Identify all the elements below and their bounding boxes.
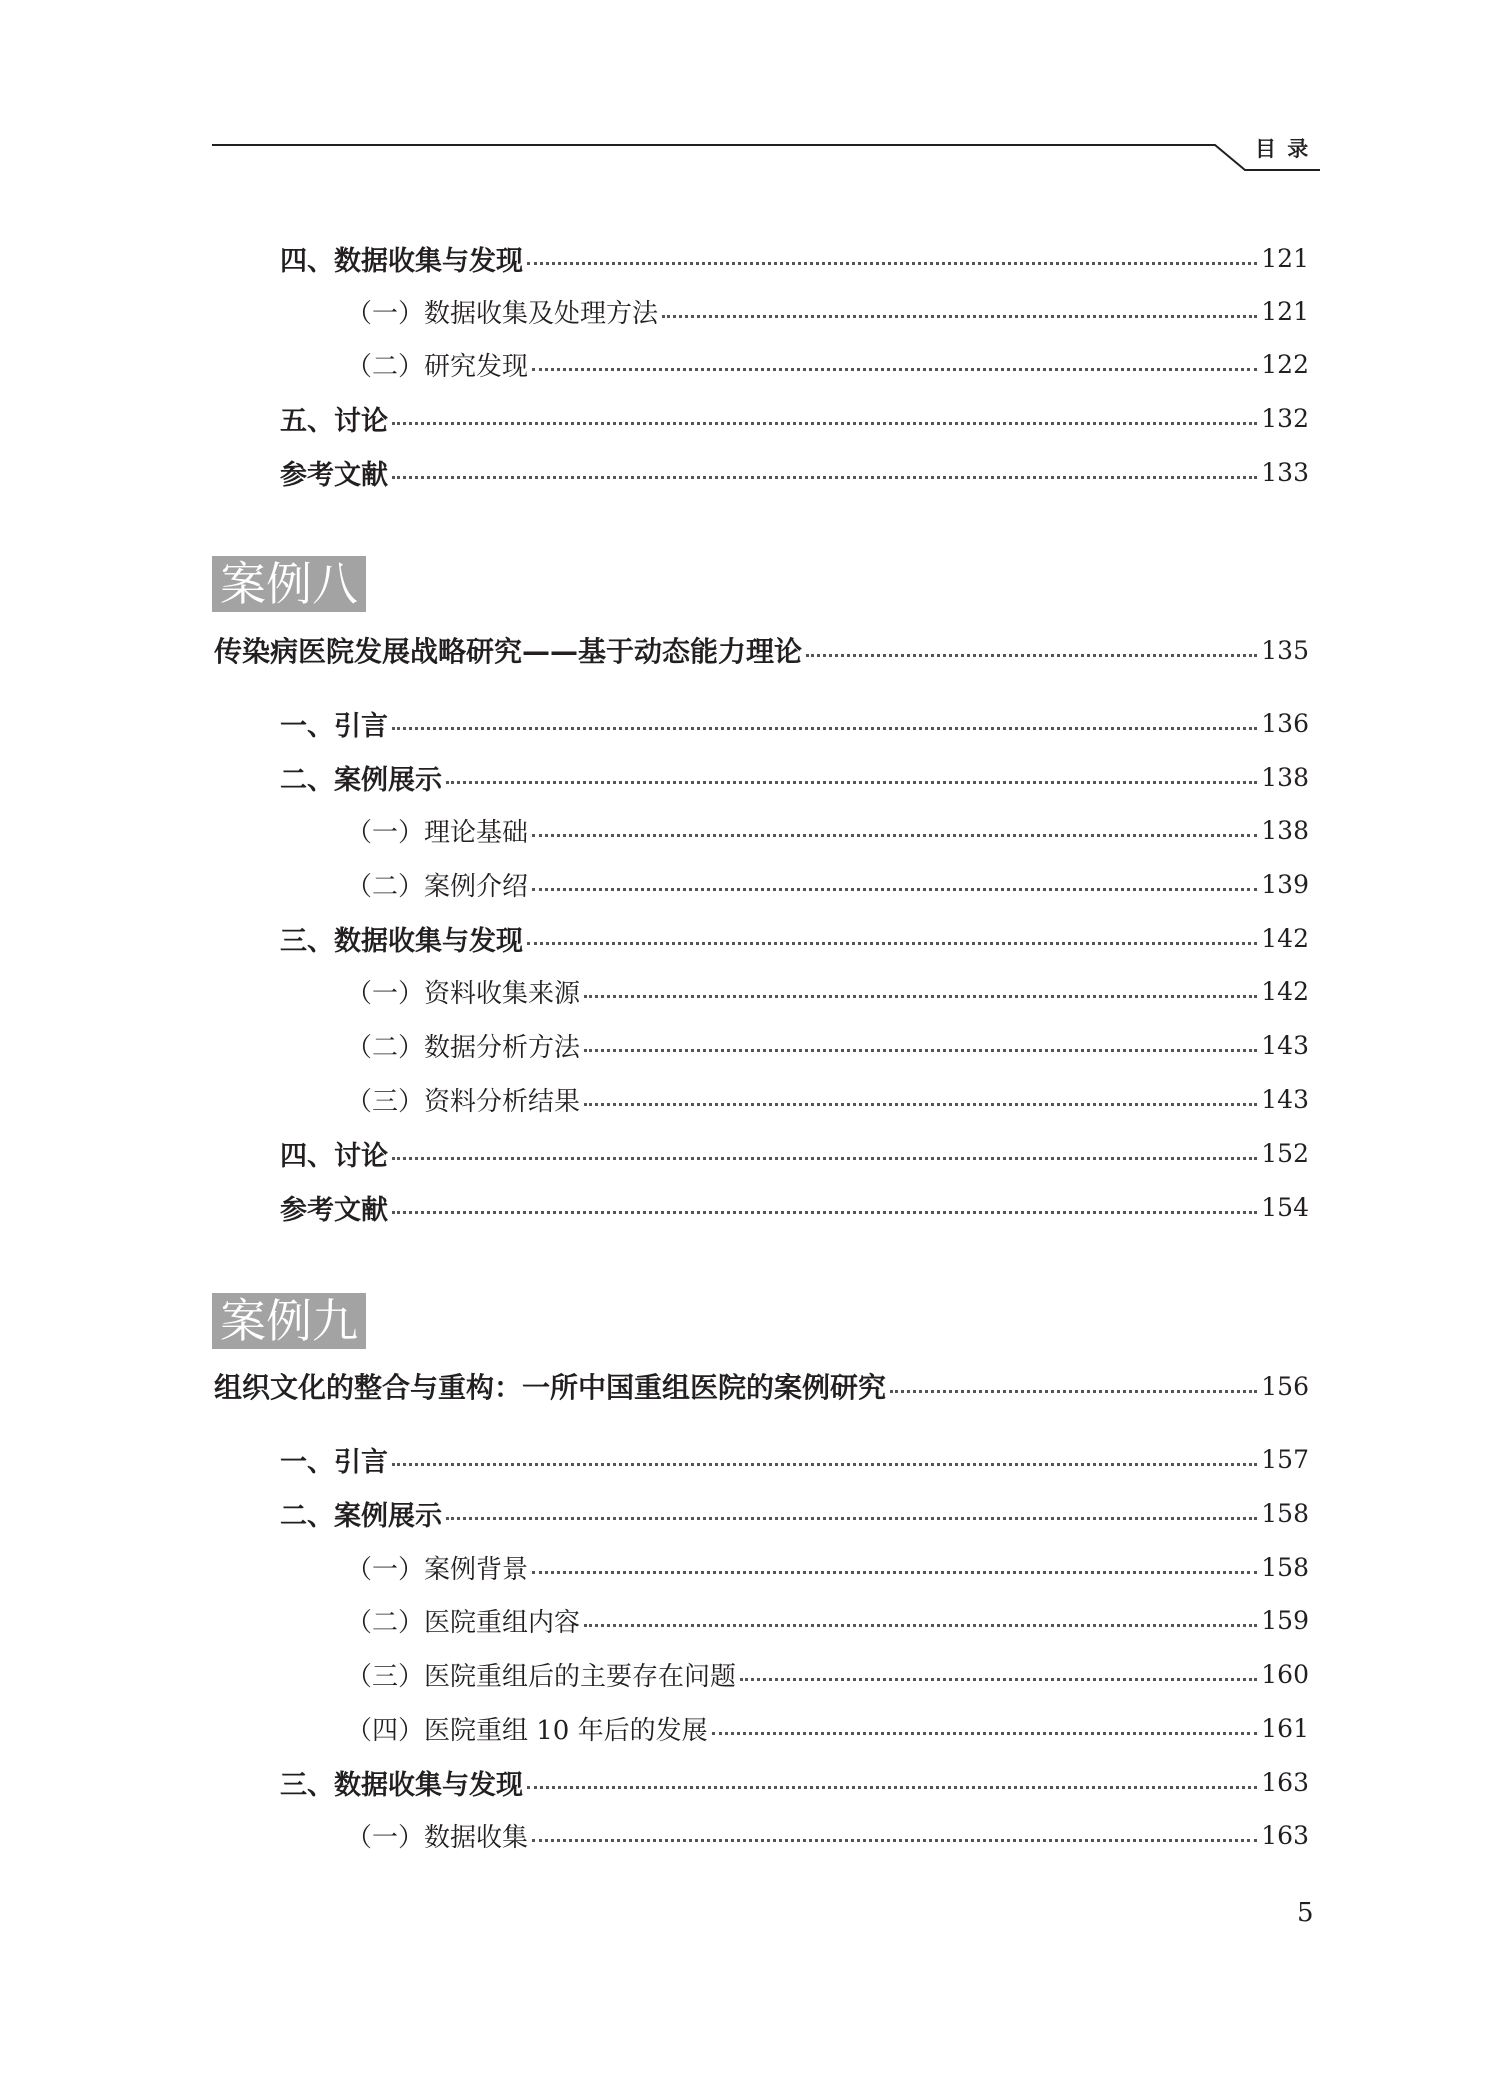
- dot-leader: [446, 781, 1257, 784]
- dot-leader: [584, 1624, 1257, 1627]
- dot-leader: [532, 1571, 1257, 1574]
- toc-entry-page: 163: [1261, 1767, 1309, 1797]
- case-title: 传染病医院发展战略研究——基于动态能力理论: [214, 635, 803, 668]
- toc-entry-label: 一、引言: [280, 710, 388, 742]
- case-banner: 案例八: [212, 556, 366, 612]
- toc-entry-label: （二）案例介绍: [346, 871, 529, 902]
- dot-leader: [584, 1049, 1257, 1052]
- toc-entry[interactable]: [280, 398, 1309, 438]
- toc-entry-page: 143: [1261, 1084, 1309, 1114]
- toc-entry[interactable]: [346, 1547, 1309, 1587]
- toc-entry[interactable]: [346, 1654, 1309, 1694]
- dot-leader: [584, 1103, 1257, 1106]
- toc-entry[interactable]: [346, 1079, 1309, 1119]
- dot-leader: [584, 995, 1257, 998]
- toc-entry-page: 139: [1261, 869, 1309, 899]
- toc-entry[interactable]: [280, 1762, 1309, 1802]
- toc-entry-page: 163: [1261, 1820, 1309, 1850]
- toc-entry[interactable]: [346, 971, 1309, 1011]
- toc-entry-page: 157: [1261, 1444, 1309, 1474]
- toc-entry-label: （四）医院重组 10 年后的发展: [346, 1715, 708, 1746]
- dot-leader: [446, 1517, 1257, 1520]
- toc-entry[interactable]: [280, 757, 1309, 797]
- dot-leader: [662, 315, 1257, 318]
- toc-entry-label: （一）资料收集来源: [346, 978, 581, 1009]
- dot-leader: [527, 262, 1257, 265]
- toc-entry-page: 133: [1261, 457, 1309, 487]
- toc-entry[interactable]: [346, 1025, 1309, 1065]
- toc-entry[interactable]: [280, 703, 1309, 743]
- toc-entry-page: 152: [1261, 1138, 1309, 1168]
- toc-entry-label: （二）医院重组内容: [346, 1607, 581, 1638]
- case-title-entry[interactable]: [214, 630, 1309, 670]
- dot-leader: [890, 1390, 1257, 1393]
- case-title-page: 156: [1261, 1371, 1309, 1401]
- toc-entry[interactable]: [346, 1600, 1309, 1640]
- toc-entry-label: （一）理论基础: [346, 817, 529, 848]
- toc-entry-label: 二、案例展示: [280, 764, 442, 796]
- toc-entry-page: 121: [1261, 243, 1309, 273]
- toc-entry-label: （三）资料分析结果: [346, 1086, 581, 1117]
- dot-leader: [392, 1211, 1257, 1214]
- toc-entry-label: 三、数据收集与发现: [280, 1769, 523, 1801]
- dot-leader: [532, 888, 1257, 891]
- case-title-entry[interactable]: [214, 1366, 1309, 1406]
- toc-entry-label: 参考文献: [280, 1194, 388, 1226]
- toc-entry-page: 161: [1261, 1713, 1309, 1743]
- toc-entry-page: 160: [1261, 1659, 1309, 1689]
- toc-entry-page: 154: [1261, 1192, 1309, 1222]
- toc-entry[interactable]: [346, 344, 1309, 384]
- toc-entry-label: （一）数据收集及处理方法: [346, 298, 659, 329]
- toc-entry[interactable]: [346, 1708, 1309, 1748]
- toc-entry[interactable]: [280, 238, 1309, 278]
- dot-leader: [532, 834, 1257, 837]
- toc-entry-label: （三）医院重组后的主要存在问题: [346, 1661, 737, 1692]
- toc-entry-label: 一、引言: [280, 1446, 388, 1478]
- toc-entry-label: 四、讨论: [280, 1140, 388, 1172]
- header-rule: [212, 0, 1320, 175]
- dot-leader: [392, 727, 1257, 730]
- toc-entry-page: 159: [1261, 1605, 1309, 1635]
- toc-entry[interactable]: [280, 452, 1309, 492]
- toc-entry[interactable]: [280, 1133, 1309, 1173]
- toc-entry-page: 132: [1261, 403, 1309, 433]
- toc-entry[interactable]: [280, 1439, 1309, 1479]
- dot-leader: [532, 1839, 1257, 1842]
- toc-entry[interactable]: [280, 1493, 1309, 1533]
- toc-entry[interactable]: [280, 918, 1309, 958]
- toc-entry-label: （二）研究发现: [346, 351, 529, 382]
- toc-entry-page: 142: [1261, 923, 1309, 953]
- dot-leader: [392, 422, 1257, 425]
- dot-leader: [806, 654, 1257, 657]
- toc-entry-page: 138: [1261, 815, 1309, 845]
- case-title-page: 135: [1261, 635, 1309, 665]
- page-number: 5: [1297, 1898, 1314, 1928]
- case-banner: 案例九: [212, 1293, 366, 1349]
- toc-entry-label: 三、数据收集与发现: [280, 925, 523, 957]
- toc-entry-label: 参考文献: [280, 459, 388, 491]
- toc-entry[interactable]: [280, 1187, 1309, 1227]
- dot-leader: [392, 476, 1257, 479]
- case-title: 组织文化的整合与重构：一所中国重组医院的案例研究: [214, 1371, 887, 1404]
- dot-leader: [527, 942, 1257, 945]
- dot-leader: [712, 1732, 1258, 1735]
- toc-entry[interactable]: [346, 1815, 1309, 1855]
- toc-entry-label: 五、讨论: [280, 405, 388, 437]
- toc-entry-page: 136: [1261, 708, 1309, 738]
- toc-entry-label: （二）数据分析方法: [346, 1032, 581, 1063]
- toc-entry-label: （一）案例背景: [346, 1554, 529, 1585]
- toc-entry-page: 158: [1261, 1552, 1309, 1582]
- toc-entry-page: 138: [1261, 762, 1309, 792]
- toc-entry-page: 158: [1261, 1498, 1309, 1528]
- dot-leader: [392, 1157, 1257, 1160]
- toc-entry[interactable]: [346, 810, 1309, 850]
- toc-entry-page: 121: [1261, 296, 1309, 326]
- dot-leader: [740, 1678, 1257, 1681]
- toc-entry-label: （一）数据收集: [346, 1822, 529, 1853]
- running-header-title: 目 录: [1255, 137, 1311, 161]
- dot-leader: [527, 1786, 1257, 1789]
- toc-entry[interactable]: [346, 864, 1309, 904]
- toc-entry[interactable]: [346, 291, 1309, 331]
- toc-entry-page: 122: [1261, 349, 1309, 379]
- toc-entry-label: 二、案例展示: [280, 1500, 442, 1532]
- dot-leader: [532, 368, 1257, 371]
- toc-entry-page: 143: [1261, 1030, 1309, 1060]
- toc-entry-label: 四、数据收集与发现: [280, 245, 523, 277]
- dot-leader: [392, 1463, 1257, 1466]
- toc-entry-page: 142: [1261, 976, 1309, 1006]
